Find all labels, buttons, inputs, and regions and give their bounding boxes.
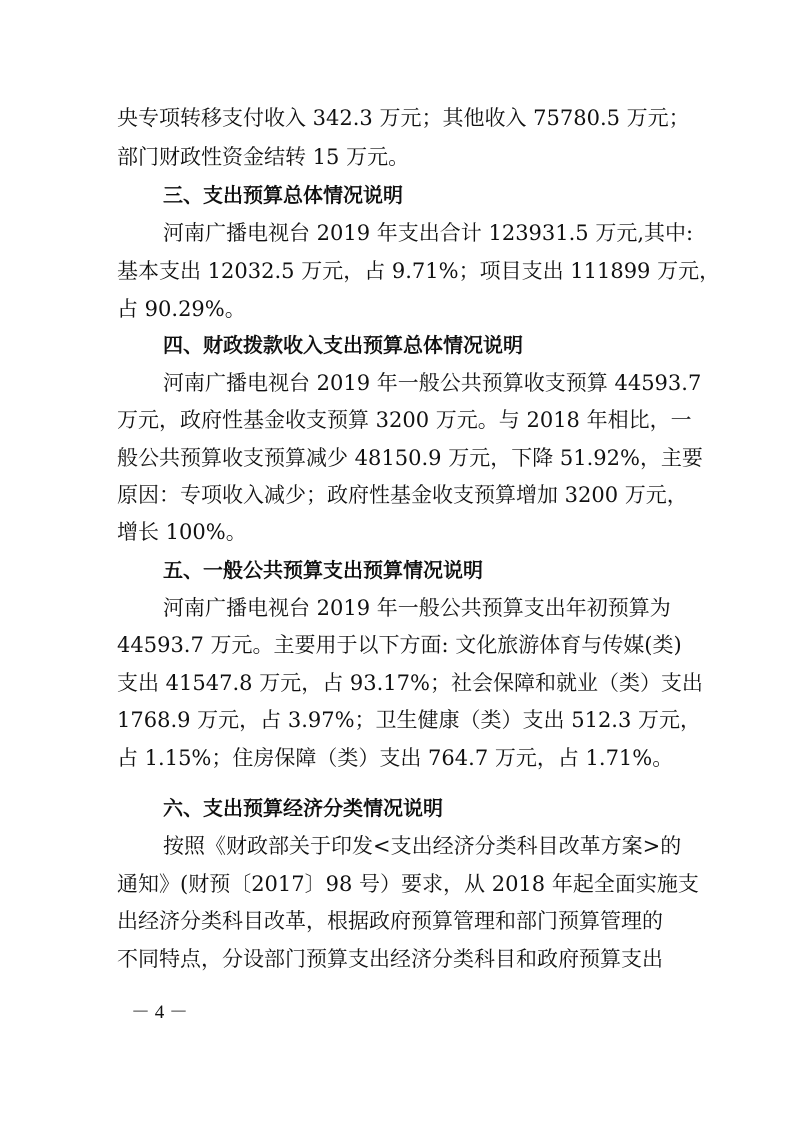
paragraph-line: 通知》(财预〔2017〕98 号）要求，从 2018 年起全面实施支	[117, 872, 699, 896]
paragraph-line: 支出 41547.8 万元，占 93.17%；社会保障和就业（类）支出	[117, 671, 703, 695]
paragraph-line: 河南广播电视台 2019 年一般公共预算收支预算 44593.7	[163, 371, 702, 395]
paragraph-line: 44593.7 万元。主要用于以下方面: 文化旅游体育与传媒(类)	[117, 633, 682, 657]
page-number: － 4 －	[131, 1002, 189, 1023]
paragraph-line: 河南广播电视台 2019 年支出合计 123931.5 万元,其中:	[163, 221, 694, 245]
paragraph-line: 出经济分类科目改革，根据政府预算管理和部门预算管理的	[117, 909, 663, 933]
paragraph-line: 按照《财政部关于印发<支出经济分类科目改革方案>的	[163, 834, 682, 858]
section-heading-general-public-budget: 五、一般公共预算支出预算情况说明	[163, 558, 483, 582]
section-heading-fiscal-appropriation: 四、财政拨款收入支出预算总体情况说明	[163, 333, 523, 357]
paragraph-line: 部门财政性资金结转 15 万元。	[117, 145, 410, 169]
section-heading-economic-classification: 六、支出预算经济分类情况说明	[163, 796, 443, 820]
paragraph-line: 1768.9 万元，占 3.97%；卫生健康（类）支出 512.3 万元，	[117, 708, 702, 732]
paragraph-line: 占 1.15%；住房保障（类）支出 764.7 万元，占 1.71%。	[117, 746, 674, 770]
paragraph-line: 原因：专项收入减少；政府性基金收支预算增加 3200 万元，	[117, 483, 688, 507]
paragraph-line: 般公共预算收支预算减少 48150.9 万元，下降 51.92%，主要	[117, 446, 703, 470]
paragraph-line: 央专项转移支付收入 342.3 万元；其他收入 75780.5 万元；	[117, 106, 690, 130]
paragraph-line: 河南广播电视台 2019 年一般公共预算支出年初预算为	[163, 596, 671, 620]
paragraph-line: 不同特点，分设部门预算支出经济分类科目和政府预算支出	[117, 947, 663, 971]
paragraph-line: 基本支出 12032.5 万元，占 9.71%；项目支出 111899 万元，	[117, 259, 721, 283]
paragraph-line: 占 90.29%。	[117, 297, 246, 321]
paragraph-line: 万元，政府性基金收支预算 3200 万元。与 2018 年相比，一	[117, 408, 692, 432]
section-heading-expenditure-overview: 三、支出预算总体情况说明	[163, 183, 403, 207]
paragraph-line: 增长 100%。	[117, 520, 247, 544]
